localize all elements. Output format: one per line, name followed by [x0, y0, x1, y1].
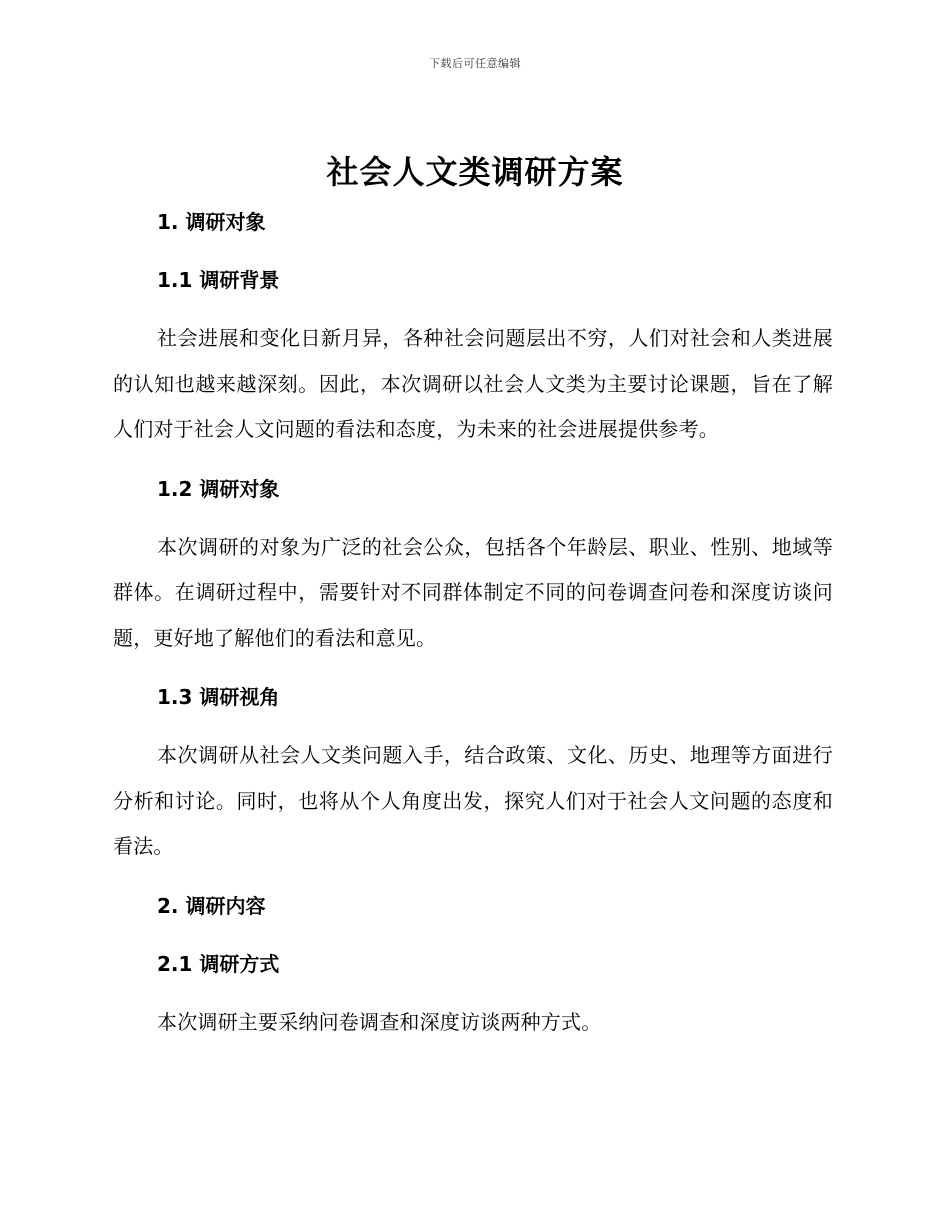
paragraph-2-1: 本次调研主要采纳问卷调查和深度访谈两种方式。	[157, 1009, 602, 1034]
section-heading-1-1: 1.1 调研背景	[157, 268, 280, 292]
paragraph-1-2: 本次调研的对象为广泛的社会公众，包括各个年龄层、职业、性别、地域等群体。在调研过程中，需要针对不同群体制定不同的问卷调查问卷和深度访谈问题，更好地了解他们的看法和意见。	[113, 534, 833, 650]
document-body	[113, 202, 833, 1061]
section-heading-1-2: 1.2 调研对象	[157, 476, 280, 501]
section-heading-2-1: 2.1 调研方式	[157, 951, 280, 976]
paragraph-1-3: 本次调研从社会人文类问题入手，结合政策、文化、历史、地理等方面进行分析和讨论。同时，也将从个人角度出发，探究人们对于社会人文问题的态度和看法。	[113, 743, 833, 858]
document-title: 社会人文类调研方案	[326, 153, 624, 191]
paragraph-1-1: 社会进展和变化日新月异，各种社会问题层出不穷，人们对社会和人类进展的认知也越来越深刻。因此，本次调研以社会人文类为主要讨论课题，旨在了解人们对于社会人文问题的看法和态度，为未来的社会进展提供参考。	[113, 326, 833, 441]
section-heading-1-3: 1.3 调研视角	[157, 685, 280, 709]
section-heading-1: 1. 调研对象	[157, 210, 266, 234]
header-note: 下载后可任意编辑	[429, 57, 521, 70]
section-heading-2: 2. 调研内容	[157, 893, 266, 918]
